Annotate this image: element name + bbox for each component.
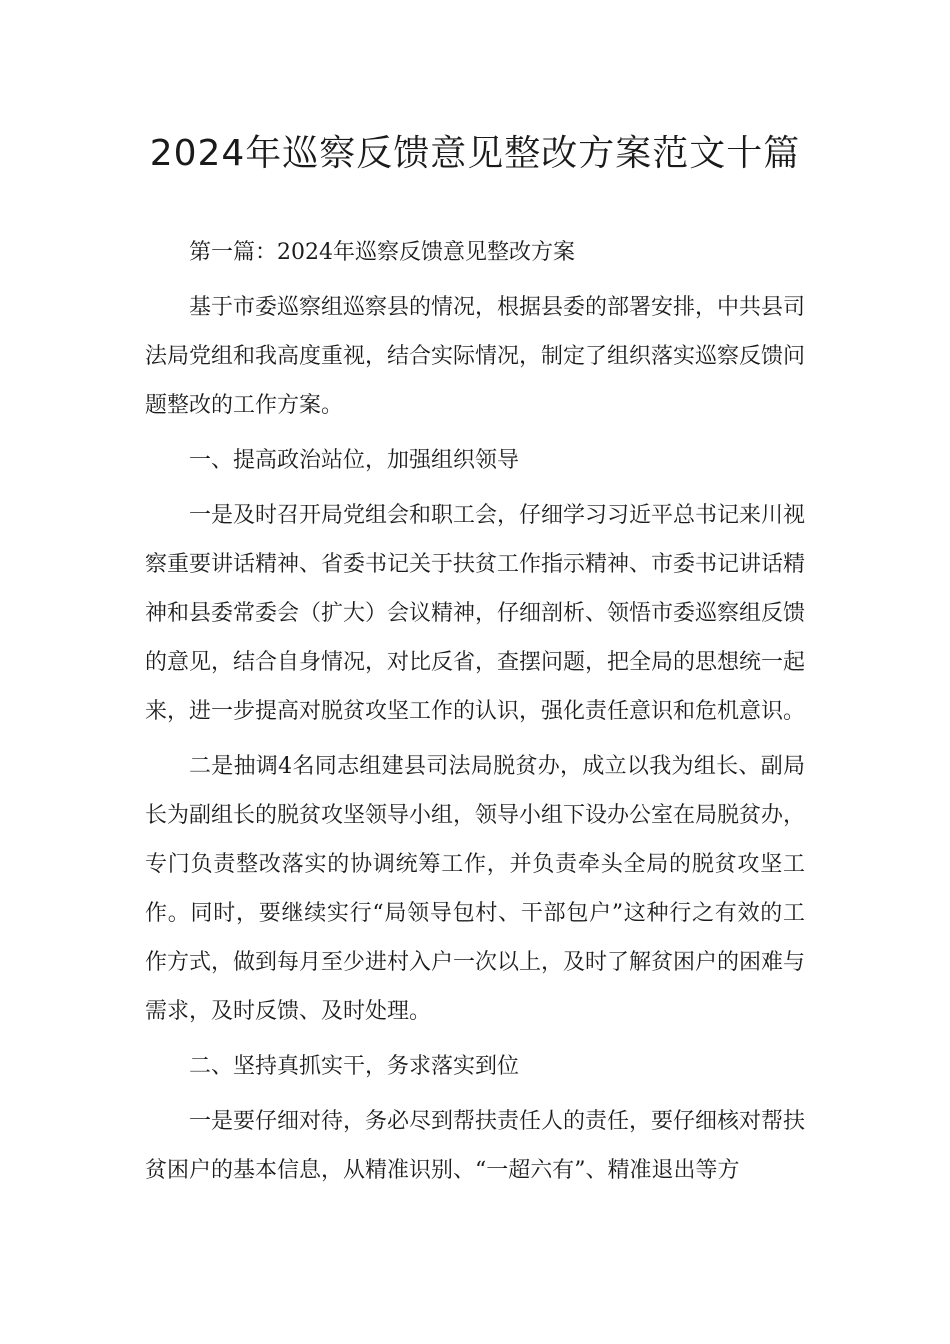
document-body: [145, 228, 805, 1201]
paragraph-item-two: 二是抽调4名同志组建县司法局脱贫办，成立以我为组长、副局长为副组长的脱贫攻坚领导小组，领导小组下设办公室在局脱贫办，专门负责整改落实的协调统筹工作，并负责牵头全局的脱贫攻坚工作。同时，要继续实行“局领导包村、干部包户”这种行之有效的工作方式，做到每月至少进村入户一次以上，及时了解贫困户的困难与需求，及时反馈、及时处理。: [145, 754, 806, 1024]
intro-paragraph: 基于市委巡察组巡察县的情况，根据县委的部署安排，中共县司法局党组和我高度重视，结合实际情况，制定了组织落实巡察反馈问题整改的工作方案。: [145, 295, 806, 418]
section-heading-first-article: 第一篇：2024年巡察反馈意见整改方案: [189, 240, 575, 265]
document-title: 2024年巡察反馈意见整改方案范文十篇: [149, 133, 801, 174]
paragraph-item-one: 一是及时召开局党组会和职工会，仔细学习习近平总书记来川视察重要讲话精神、省委书记关于扶贫工作指示精神、市委书记讲话精神和县委常委会（扩大）会议精神，仔细剖析、领悟市委巡察组反馈的意见，结合自身情况，对比反省，查摆问题，把全局的思想统一起来，进一步提高对脱贫攻坚工作的认识，强化责任意识和危机意识。: [145, 503, 806, 724]
section-heading-one: 一、提高政治站位，加强组织领导: [189, 448, 520, 473]
paragraph-item-three: 一是要仔细对待，务必尽到帮扶责任人的责任，要仔细核对帮扶贫困户的基本信息，从精准识别、“一超六有”、精准退出等方: [145, 1109, 806, 1183]
section-heading-two: 二、坚持真抓实干，务求落实到位: [189, 1054, 520, 1079]
